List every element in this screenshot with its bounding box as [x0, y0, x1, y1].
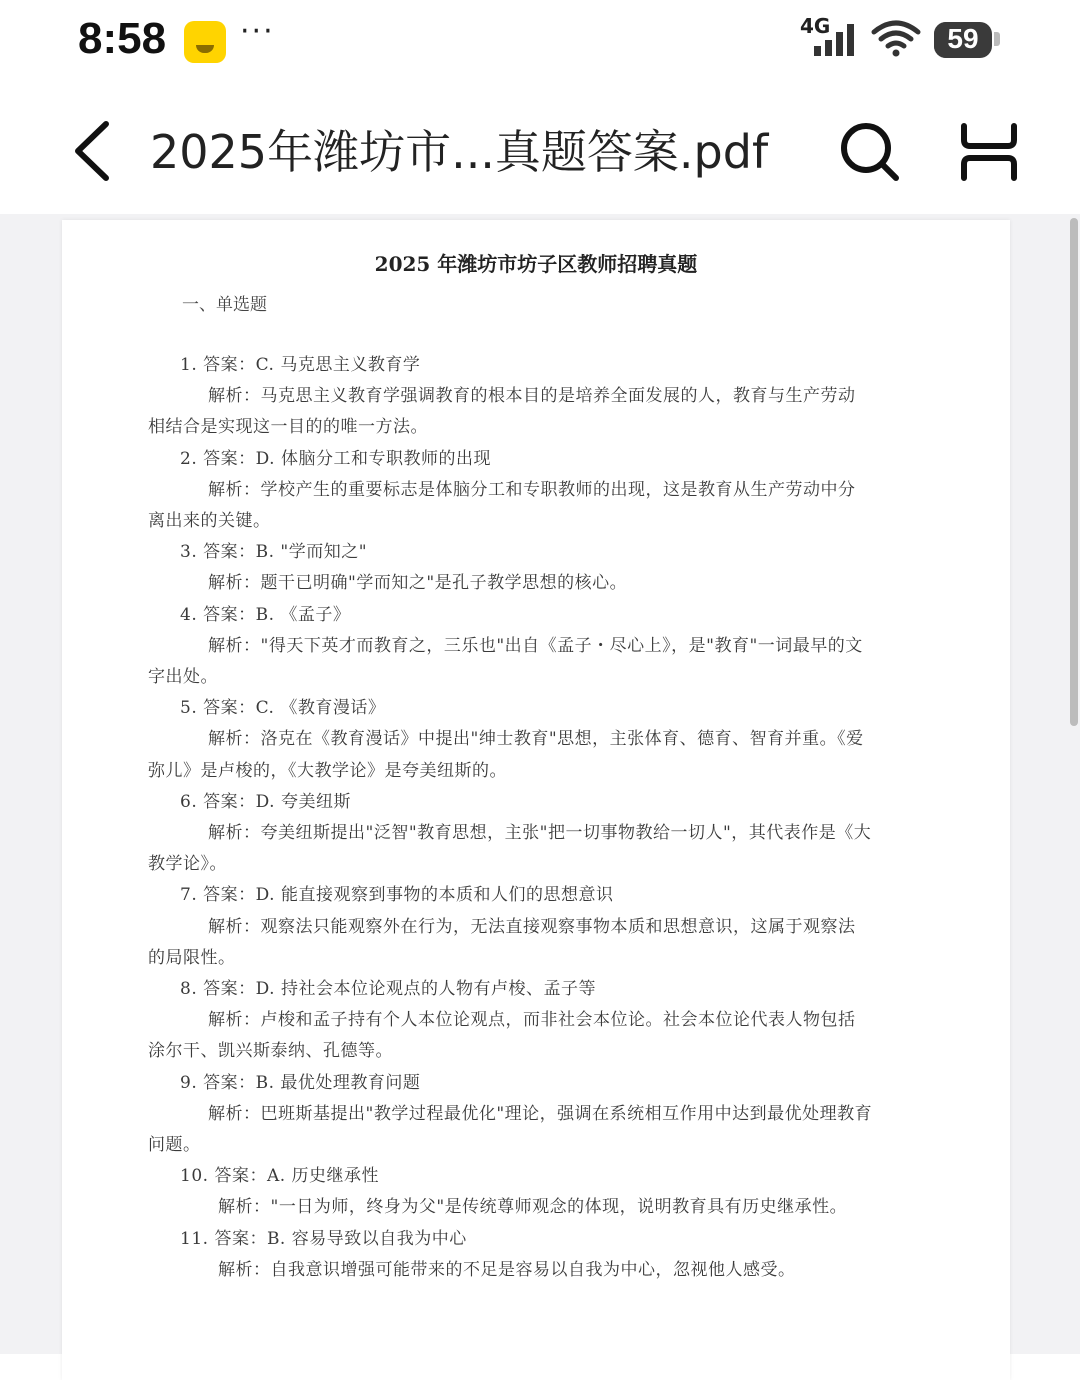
analysis-line: 解析：夸美纽斯提出"泛智"教育思想，主张"把一切事物教给一切人"，其代表作是《大 [208, 823, 872, 843]
answer-line: 7. 答案：D. 能直接观察到事物的本质和人们的思想意识 [180, 885, 614, 906]
answer-line: 1. 答案：C. 马克思主义教育学 [180, 355, 421, 375]
text-line: 字出处。 [148, 667, 218, 687]
cellular-signal-icon [812, 20, 858, 58]
answer-line: 5. 答案：C. 《教育漫话》 [180, 698, 386, 719]
pdf-page [62, 220, 1010, 1380]
analysis-line: 解析："得天下英才而教育之，三乐也"出自《孟子・尽心上》，是"教育"一词最早的文 [208, 635, 863, 656]
text-line: 涂尔干、凯兴斯泰纳、孔德等。 [148, 1041, 393, 1062]
search-icon[interactable] [838, 120, 902, 184]
analysis-line: 解析："一日为师，终身为父"是传统尊师观念的体现，说明教育具有历史继承性。 [218, 1197, 848, 1218]
document-heading: 2025 年潍坊市坊子区教师招聘真题 [374, 252, 698, 276]
analysis-line: 解析：观察法只能观察外在行为，无法直接观察事物本质和思想意识，这属于观察法 [208, 916, 856, 937]
expand-icon[interactable] [956, 120, 1022, 184]
analysis-line: 解析：洛克在《教育漫话》中提出"绅士教育"思想，主张体育、德育、智育并重。《爱 [208, 729, 864, 750]
status-bar [0, 0, 1080, 84]
analysis-line: 解析：题干已明确"学而知之"是孔子教学思想的核心。 [208, 573, 628, 594]
answer-line: 2. 答案：D. 体脑分工和专职教师的出现 [180, 448, 491, 469]
answer-line: 10. 答案：A. 历史继承性 [180, 1166, 380, 1187]
answer-line: 11. 答案：B. 容易导致以自我为中心 [180, 1228, 467, 1249]
section-heading: 一、单选题 [182, 295, 267, 315]
answer-line: 3. 答案：B. "学而知之" [180, 542, 368, 563]
battery-cap [994, 32, 1000, 46]
answer-line: 8. 答案：D. 持社会本位论观点的人物有卢梭、孟子等 [180, 979, 596, 999]
scrollbar[interactable] [1070, 218, 1078, 726]
analysis-line: 解析：马克思主义教育学强调教育的根本目的是培养全面发展的人，教育与生产劳动 [208, 386, 856, 407]
analysis-line: 解析：学校产生的重要标志是体脑分工和专职教师的出现，这是教育从生产劳动中分 [208, 479, 856, 500]
app-notification-icon [184, 21, 226, 63]
document-title: 2025年潍坊市...真题答案.pdf [150, 125, 769, 179]
answer-line: 4. 答案：B. 《孟子》 [180, 604, 351, 625]
wifi-icon [870, 20, 922, 58]
analysis-line: 解析：卢梭和孟子持有个人本位论观点，而非社会本位论。社会本位论代表人物包括 [208, 1010, 856, 1031]
text-line: 弥儿》是卢梭的，《大教学论》是夸美纽斯的。 [148, 760, 507, 781]
analysis-line: 解析：巴班斯基提出"教学过程最优化"理论，强调在系统相互作用中达到最优处理教育 [208, 1103, 873, 1124]
more-notifications-icon: ··· [240, 14, 275, 49]
battery-icon [934, 22, 992, 58]
title-bar [0, 84, 1080, 214]
text-line: 问题。 [148, 1135, 201, 1155]
pdf-viewer[interactable] [0, 214, 1080, 1354]
text-line: 教学论》。 [148, 854, 227, 875]
answer-line: 6. 答案：D. 夸美纽斯 [180, 791, 351, 812]
answer-line: 9. 答案：B. 最优处理教育问题 [180, 1072, 421, 1093]
status-time: 8:58 [78, 14, 167, 63]
network-type-label: 4G [800, 14, 831, 38]
text-line: 相结合是实现这一目的的唯一方法。 [148, 417, 428, 438]
analysis-line: 解析：自我意识增强可能带来的不足是容易以自我为中心，忽视他人感受。 [218, 1259, 796, 1280]
text-line: 的局限性。 [148, 947, 236, 968]
battery-percent: 59 [947, 23, 979, 54]
back-icon[interactable] [68, 120, 114, 182]
text-line: 离出来的关键。 [148, 511, 271, 531]
